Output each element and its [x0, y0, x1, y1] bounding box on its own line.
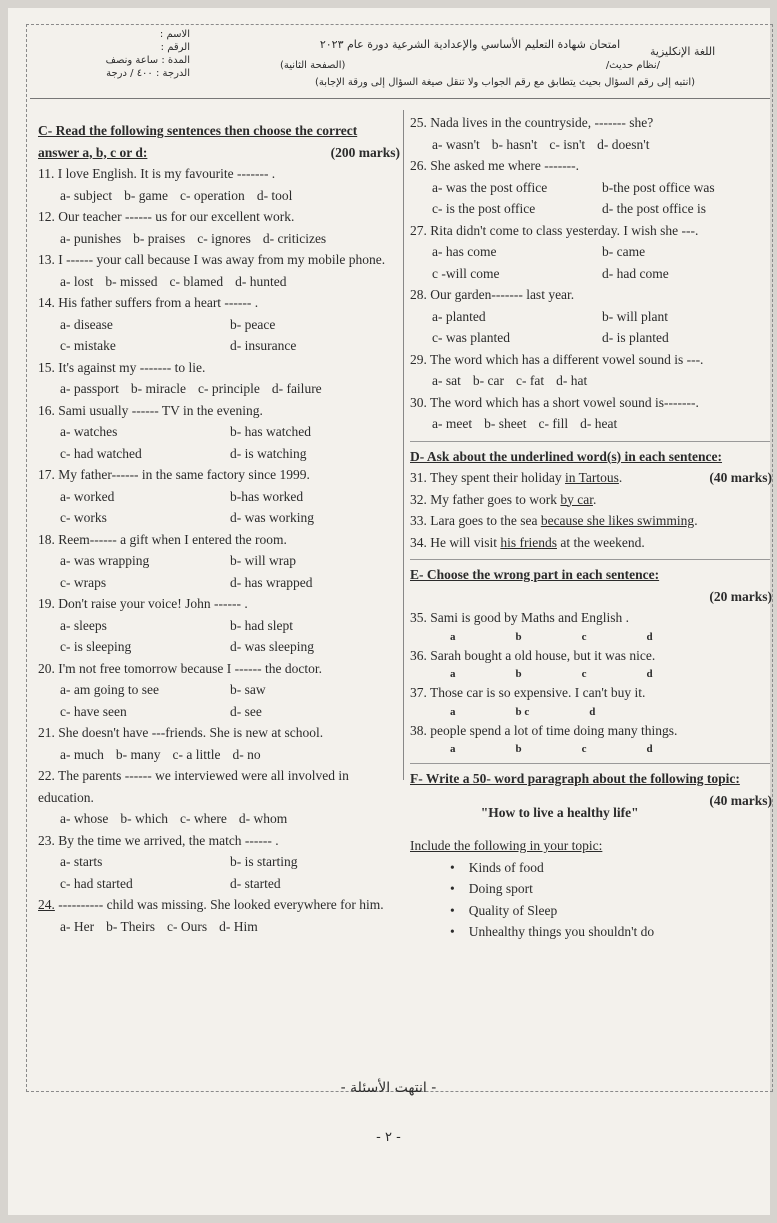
part-letter: c	[581, 743, 587, 755]
question-text	[410, 349, 772, 371]
end-of-questions: - انتهت الأسئلة -	[340, 1080, 437, 1096]
sentence: 38. people spend a lot of time doing many things.	[410, 722, 678, 738]
options-row	[38, 335, 400, 357]
question-stem: 27. Rita didn't come to class yesterday. I wish she ---.	[410, 222, 699, 238]
option: c- is the post office	[432, 201, 536, 216]
part-letter: d	[646, 668, 653, 680]
sentence-start: 32. My father goes to work	[410, 491, 561, 507]
question-text	[38, 357, 400, 379]
question-text	[410, 112, 772, 134]
header-info	[60, 28, 190, 80]
sentence: 35. Sami is good by Maths and English .	[410, 610, 629, 625]
option: d- heat	[580, 416, 618, 431]
option: c -will come	[432, 265, 500, 281]
question	[38, 249, 400, 292]
options-row	[38, 443, 400, 465]
question-text	[38, 206, 400, 228]
divider	[410, 763, 770, 764]
options-row	[410, 241, 772, 263]
option: c- have seen	[60, 703, 127, 719]
options-row	[38, 636, 400, 658]
options-row	[38, 701, 400, 723]
part-letter: d	[646, 743, 653, 755]
section-f-marks: (40 marks)	[709, 792, 772, 808]
bullet-item: • Quality of Sleep	[410, 900, 772, 922]
option: c- had started	[60, 875, 133, 891]
option: a- meet	[432, 416, 473, 431]
section-d-title: D- Ask about the underlined word(s) in each sentence: (40 marks)	[410, 446, 772, 468]
question-text	[38, 765, 400, 808]
option: a- whose	[60, 811, 109, 826]
option: c- operation	[179, 187, 245, 203]
options-row	[410, 198, 772, 220]
name-label: الاسم :	[159, 29, 190, 40]
options-row	[38, 808, 400, 830]
option: d- failure	[271, 381, 322, 396]
bullet-item: • Doing sport	[410, 878, 772, 900]
option: b- sheet	[484, 416, 527, 431]
option: a- passport	[60, 381, 119, 396]
part-letter: b	[515, 743, 522, 755]
options-row	[38, 873, 400, 895]
option: b- miracle	[130, 381, 186, 396]
question-text	[410, 155, 772, 177]
question-text	[38, 722, 400, 744]
option: d- has wrapped	[230, 574, 313, 590]
column-divider	[403, 110, 404, 780]
option: c- had watched	[60, 445, 142, 461]
section-d-marks: (40 marks)	[709, 470, 772, 485]
option: d- Him	[219, 918, 258, 934]
options-row	[38, 314, 400, 336]
part-letter: a	[450, 743, 456, 755]
question-text	[410, 220, 772, 242]
question-stem: 16. Sami usually ------ TV in the evening.	[38, 402, 263, 418]
section-c-marks: (200 marks)	[330, 144, 400, 160]
option: b- many	[115, 746, 161, 762]
option: d- started	[230, 875, 281, 891]
question-stem: 11. I love English. It is my favourite ------- .	[38, 166, 276, 181]
option: a- am going to see	[60, 682, 159, 697]
part-letters	[410, 704, 772, 720]
system: /نظام حديث/	[605, 60, 660, 71]
question	[38, 894, 400, 937]
question-text	[38, 163, 400, 185]
option: c- is sleeping	[60, 639, 132, 654]
topic: "How to live a healthy life"	[480, 804, 639, 820]
part-letter: c	[581, 630, 587, 643]
option: c- a little	[172, 746, 221, 762]
options-row	[410, 306, 772, 328]
divider	[410, 559, 770, 560]
question-number: 24.	[38, 897, 55, 912]
option: d- doesn't	[597, 136, 650, 152]
option: a- Her	[60, 918, 95, 934]
question	[410, 284, 772, 349]
option: b- Theirs	[106, 918, 155, 934]
part-letters	[410, 666, 772, 682]
option: d- insurance	[230, 338, 297, 353]
sentence-start: 33. Lara goes to the sea	[410, 513, 541, 528]
option: d- criticizes	[262, 230, 327, 246]
question-stem: 19. Don't raise your voice! John ------ .	[38, 596, 248, 611]
options-row	[410, 263, 772, 285]
question-text	[38, 894, 400, 916]
part-letter: a	[450, 668, 456, 680]
question	[38, 765, 400, 830]
option: d- hat	[556, 373, 588, 388]
question-text	[38, 529, 400, 551]
option: b- will plant	[602, 308, 668, 324]
question	[38, 658, 400, 723]
option: b- came	[602, 244, 646, 259]
question-stem: 28. Our garden------- last year.	[410, 287, 575, 302]
options-row	[38, 421, 400, 443]
question-text	[38, 249, 400, 271]
option: c- fat	[515, 373, 545, 388]
question-stem: 17. My father------ in the same factory since 1999.	[38, 467, 310, 482]
question-stem: 14. His father suffers from a heart ------ .	[38, 295, 259, 310]
sentence-end: .	[694, 513, 698, 528]
section-e-title: E- Choose the wrong part in each sentence:	[410, 567, 660, 582]
option: a- much	[60, 746, 104, 762]
right-column	[410, 112, 772, 943]
sentence	[410, 489, 772, 511]
option: c- was planted	[432, 330, 510, 345]
question-stem: 15. It's against my ------- to lie.	[38, 359, 206, 375]
option: b- car	[472, 373, 504, 388]
option: a- sat	[432, 373, 461, 388]
question-stem: 18. Reem------ a gift when I entered the room.	[38, 531, 287, 547]
exam-title: امتحان شهادة التعليم الأساسي والإعدادية الشرعية دورة عام ٢٠٢٣	[319, 38, 621, 51]
question-text	[38, 292, 400, 314]
option: c- works	[60, 510, 107, 525]
option: a- watches	[60, 424, 118, 439]
section-e-marks: (20 marks)	[709, 588, 772, 604]
sentence-end: at the weekend.	[557, 534, 645, 550]
option: d- no	[232, 746, 261, 762]
question-stem: 21. She doesn't have ---friends. She is new at school.	[38, 725, 324, 740]
options-row	[38, 550, 400, 572]
option: c- isn't	[549, 136, 586, 152]
question-stem: 30. The word which has a short vowel sound is-------.	[410, 394, 699, 410]
options-row	[38, 228, 400, 250]
option: b-has worked	[230, 488, 304, 504]
options-row	[410, 177, 772, 199]
options-row	[410, 327, 772, 349]
sentence-end: .	[618, 470, 623, 485]
option: a- wasn't	[432, 136, 480, 152]
part-letter: b	[515, 630, 522, 643]
option: d- the post office is	[602, 201, 706, 216]
option: a- planted	[432, 308, 486, 324]
option: a- subject	[60, 187, 113, 203]
option: a- starts	[60, 854, 103, 869]
option: b- peace	[230, 316, 276, 332]
option: b- game	[124, 187, 168, 203]
page-label: (الصفحة الثانية)	[280, 60, 346, 71]
options-row	[38, 851, 400, 873]
question	[38, 830, 400, 895]
option: c- fill	[538, 416, 569, 431]
option: a- disease	[60, 316, 113, 332]
sentence-start: 31. They spent their holiday	[410, 470, 565, 485]
part-letter: b c	[515, 705, 530, 718]
sentence-start: 34. He will visit	[410, 534, 501, 550]
question	[410, 220, 772, 285]
option: b- missed	[105, 273, 158, 289]
options-row	[38, 271, 400, 293]
part-letter: c	[581, 668, 587, 680]
part-letters	[410, 629, 772, 645]
header-mid	[280, 60, 660, 71]
header-divider	[30, 98, 770, 99]
sentence	[410, 510, 772, 532]
option: b- praises	[133, 230, 186, 246]
option: a- has come	[432, 244, 497, 259]
option: b- which	[120, 811, 168, 826]
option: c- Ours	[166, 918, 208, 934]
option: d- is watching	[230, 445, 307, 461]
option: b- is starting	[230, 854, 298, 869]
question-text	[410, 284, 772, 306]
question-stem: 23. By the time we arrived, the match ------ .	[38, 832, 279, 848]
options-row	[38, 572, 400, 594]
option: d- whom	[238, 811, 288, 826]
page-number: - ٢ -	[376, 1130, 401, 1145]
options-row	[410, 413, 772, 435]
question	[38, 722, 400, 765]
option: b- has watched	[230, 424, 311, 439]
options-row	[410, 370, 772, 392]
underlined-word: his friends	[500, 534, 557, 550]
option: c- mistake	[60, 338, 116, 353]
question-stem: 29. The word which has a different vowel sound is ---.	[410, 351, 704, 367]
option: d- hunted	[235, 273, 287, 289]
sentence: 36. Sarah bought a old house, but it was nice.	[410, 647, 656, 663]
option: d- is planted	[602, 330, 669, 345]
bullet-item: • Kinds of food	[410, 857, 772, 879]
option: d- see	[230, 703, 262, 719]
divider	[410, 441, 770, 442]
sentence-end: .	[592, 491, 597, 507]
option: d- was sleeping	[230, 639, 314, 654]
options-row	[38, 507, 400, 529]
options-row	[38, 916, 400, 938]
question	[410, 112, 772, 155]
left-column	[38, 120, 400, 937]
option: c- where	[179, 811, 227, 826]
question	[38, 400, 400, 465]
question-stem: 12. Our teacher ------ us for our excellent work.	[38, 209, 295, 224]
question	[410, 392, 772, 435]
question-text	[38, 658, 400, 680]
include-label: Include the following in your topic:	[410, 838, 603, 853]
question	[410, 349, 772, 392]
option: a- punishes	[60, 230, 122, 246]
option: b- hasn't	[491, 136, 538, 152]
question-text	[38, 400, 400, 422]
section-c-title: C- Read the following sentences then choose the correct answer a, b, c or d: (200 marks)	[38, 120, 400, 163]
part-letter: d	[646, 630, 653, 643]
underlined-word: because she likes swimming	[540, 513, 695, 528]
option: c- ignores	[197, 230, 251, 246]
question	[38, 292, 400, 357]
duration: المدة : ساعة ونصف	[105, 55, 190, 66]
question-stem: 26. She asked me where -------.	[410, 158, 580, 173]
option: a- worked	[60, 488, 115, 504]
options-row	[38, 744, 400, 766]
question	[38, 357, 400, 400]
option: c- blamed	[169, 273, 224, 289]
question-stem: 25. Nada lives in the countryside, ------- she?	[410, 115, 654, 130]
part-letter: a	[450, 705, 456, 718]
option: a- was the post office	[432, 179, 548, 195]
part-letter: a	[450, 630, 456, 643]
question-stem: ---------- child was missing. She looked everywhere for him.	[54, 897, 384, 912]
option: a- was wrapping	[60, 553, 150, 568]
question-text	[38, 593, 400, 615]
question	[410, 155, 772, 220]
option: b- will wrap	[230, 553, 296, 568]
options-row	[38, 615, 400, 637]
option: d- was working	[230, 510, 314, 525]
part-letter: b	[515, 668, 522, 680]
question-text	[410, 392, 772, 414]
options-row	[410, 134, 772, 156]
underlined-word: by car	[560, 491, 593, 507]
question-stem: 20. I'm not free tomorrow because I ------ the doctor.	[38, 660, 322, 676]
option: a- sleeps	[60, 617, 107, 633]
option: d- tool	[256, 187, 293, 203]
option: b-the post office was	[602, 179, 715, 195]
bullet-item: • Unhealthy things you shouldn't do	[410, 921, 772, 943]
options-row	[38, 378, 400, 400]
underlined-word: in Tartous	[564, 470, 619, 485]
section-f-title: F- Write a 50- word paragraph about the following topic: (40 marks)	[410, 768, 772, 790]
options-row	[38, 679, 400, 701]
number-label: الرقم :	[160, 42, 190, 53]
header-note: (انتبه إلى رقم السؤال بحيث يتطابق مع رقم الجواب ولا تنقل صيغة السؤال إلى ورقة الإجابة)	[314, 77, 696, 88]
option: c- principle	[197, 381, 260, 396]
question-stem: 22. The parents ------ we interviewed were all involved in education.	[38, 768, 349, 805]
question	[38, 593, 400, 658]
subject: اللغة الإنكليزية	[650, 45, 716, 58]
option: d- had come	[602, 265, 669, 281]
options-row	[38, 185, 400, 207]
option: a- lost	[60, 273, 94, 289]
sentence: 37. Those car is so expensive. I can't buy it.	[410, 685, 646, 700]
question	[38, 163, 400, 206]
question-text	[38, 830, 400, 852]
question	[38, 464, 400, 529]
part-letters	[410, 741, 772, 757]
question	[38, 206, 400, 249]
option: b- saw	[230, 682, 266, 697]
option: b- had slept	[230, 617, 293, 633]
options-row	[38, 486, 400, 508]
part-letter: d	[589, 705, 596, 718]
question	[38, 529, 400, 594]
sentence	[410, 532, 772, 554]
question-stem: 13. I ------ your call because I was away from my mobile phone.	[38, 252, 386, 267]
question-text	[38, 464, 400, 486]
option: c- wraps	[60, 574, 107, 590]
score: الدرجة : ٤٠٠ / درجة	[106, 68, 190, 79]
